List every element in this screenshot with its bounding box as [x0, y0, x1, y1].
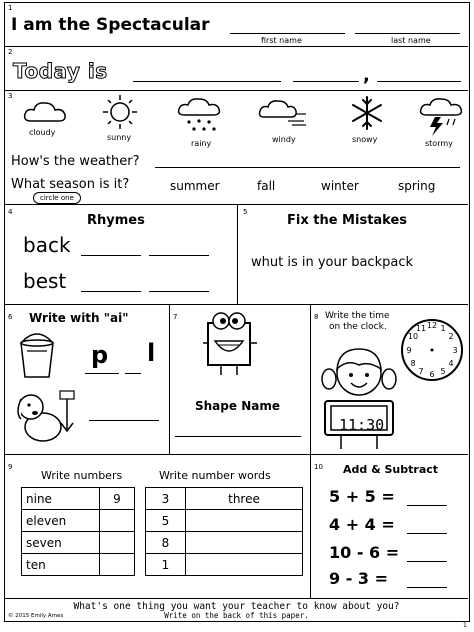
letter-l: l: [147, 339, 156, 367]
number-answer[interactable]: 9: [100, 488, 135, 510]
today-title: Today is: [13, 59, 108, 83]
circle-one-badge: circle one: [33, 192, 81, 204]
svg-text:12: 12: [426, 321, 438, 330]
write-numbers-title: Write numbers: [41, 469, 123, 482]
numeral: 8: [146, 532, 186, 554]
divider: [169, 305, 170, 455]
shape-answer-line[interactable]: [175, 436, 301, 437]
ai-answer-line[interactable]: [125, 373, 141, 374]
number-word: eleven: [22, 510, 100, 532]
season-winter[interactable]: winter: [321, 179, 359, 193]
rain-cloud-icon[interactable]: [177, 97, 223, 137]
section-date: [5, 47, 468, 91]
numeral: 5: [146, 510, 186, 532]
page-title: I am the Spectacular: [11, 15, 210, 35]
season-summer[interactable]: summer: [170, 179, 220, 193]
dog-icon: [13, 389, 77, 445]
weather-label-cloudy: cloudy: [29, 128, 56, 137]
number-word-answer[interactable]: [186, 554, 303, 576]
table-row: [146, 488, 303, 510]
rhyme-answer-line[interactable]: [149, 255, 209, 256]
weather-label-stormy: stormy: [425, 139, 453, 148]
ai-answer-line[interactable]: [85, 373, 119, 374]
math-problem: 5 + 5 =: [329, 487, 395, 506]
add-subtract-title: Add & Subtract: [343, 463, 439, 476]
first-name-label: first name: [261, 36, 302, 45]
footer-question: What's one thing you want your teacher to know about you?: [73, 601, 400, 612]
table-row: [22, 488, 135, 510]
girl-with-clock-icon: [317, 339, 401, 451]
rhyme-word-back: back: [23, 233, 71, 257]
section-number: 1: [8, 4, 13, 12]
section-number: 10: [314, 463, 323, 471]
number-word-answer[interactable]: [186, 510, 303, 532]
section-weather: [5, 91, 468, 205]
table-row: [146, 554, 303, 576]
day-line[interactable]: [133, 81, 281, 82]
square-character-icon: [201, 309, 259, 377]
shape-name-label: Shape Name: [195, 399, 280, 413]
number-answer[interactable]: [100, 554, 135, 576]
clock-face-icon[interactable]: [399, 317, 465, 383]
svg-text:4: 4: [448, 359, 454, 368]
svg-text:1: 1: [440, 324, 446, 333]
season-question: What season is it?: [11, 177, 130, 192]
table-row: [146, 510, 303, 532]
letter-p: p: [91, 341, 109, 369]
date-comma: ,: [363, 65, 370, 86]
section-number: 2: [8, 48, 13, 56]
section-row-6-8: [5, 305, 468, 455]
write-number-words-title: Write number words: [159, 469, 271, 482]
copyright: © 2015 Emily Ames: [8, 613, 64, 619]
write-ai-title: Write with "ai": [29, 311, 129, 325]
section-number: 3: [8, 92, 13, 100]
svg-text:6: 6: [429, 370, 435, 379]
math-problem: 4 + 4 =: [329, 515, 395, 534]
weather-label-snowy: snowy: [352, 135, 378, 144]
rhyme-answer-line[interactable]: [149, 291, 209, 292]
svg-text:8: 8: [410, 359, 416, 368]
rhymes-title: Rhymes: [87, 213, 145, 228]
section-row-4-5: [5, 205, 468, 305]
digital-clock-time: 11:30: [339, 416, 385, 434]
math-answer-line[interactable]: [407, 587, 447, 588]
section-number: 4: [8, 208, 13, 216]
month-line[interactable]: [293, 81, 359, 82]
mistake-sentence: whut is in your backpack: [251, 255, 413, 270]
section-number: 5: [243, 208, 248, 216]
numbers-table: [21, 487, 135, 576]
time-instruction: on the clock.: [329, 322, 387, 332]
numeral: 1: [146, 554, 186, 576]
fix-mistakes-title: Fix the Mistakes: [287, 213, 408, 228]
storm-cloud-icon[interactable]: [419, 97, 463, 137]
section-number: 8: [314, 313, 319, 321]
weather-label-windy: windy: [272, 135, 296, 144]
section-number: 9: [8, 463, 13, 471]
numeral: 3: [146, 488, 186, 510]
number-word: seven: [22, 532, 100, 554]
number-word: ten: [22, 554, 100, 576]
number-word-answer[interactable]: three: [186, 488, 303, 510]
table-row: [146, 532, 303, 554]
weather-answer-line[interactable]: [155, 167, 460, 168]
section-name: [5, 3, 468, 47]
rhyme-word-best: best: [23, 269, 67, 293]
svg-text:11: 11: [415, 324, 427, 333]
year-line[interactable]: [377, 81, 461, 82]
svg-text:9: 9: [406, 346, 412, 355]
svg-text:3: 3: [452, 346, 458, 355]
section-number: 6: [8, 313, 13, 321]
svg-text:5: 5: [440, 367, 446, 376]
number-answer[interactable]: [100, 532, 135, 554]
sun-icon[interactable]: [102, 94, 138, 130]
last-name-line[interactable]: [355, 33, 460, 34]
season-spring[interactable]: spring: [398, 179, 436, 193]
svg-text:2: 2: [448, 332, 454, 341]
math-answer-line[interactable]: [407, 533, 447, 534]
svg-text:10: 10: [407, 332, 419, 341]
ai-answer-line[interactable]: [89, 420, 159, 421]
math-problem: 10 - 6 =: [329, 543, 400, 562]
number-answer[interactable]: [100, 510, 135, 532]
season-fall[interactable]: fall: [257, 179, 276, 193]
weather-label-rainy: rainy: [191, 139, 212, 148]
section-number: 7: [173, 313, 178, 321]
last-name-label: last name: [391, 36, 431, 45]
page-number: 1: [463, 622, 467, 629]
snowflake-icon[interactable]: [349, 95, 385, 131]
divider: [310, 305, 311, 455]
rhyme-answer-line[interactable]: [81, 255, 141, 256]
number-words-table: [145, 487, 303, 576]
table-row: [22, 554, 135, 576]
pail-icon: [13, 331, 61, 379]
time-instruction: Write the time: [325, 311, 390, 321]
number-word-answer[interactable]: [186, 532, 303, 554]
footer: [5, 599, 468, 621]
worksheet: [4, 2, 470, 622]
rhyme-answer-line[interactable]: [81, 291, 141, 292]
section-row-9-10: [5, 455, 468, 599]
number-word: nine: [22, 488, 100, 510]
footer-note: Write on the back of this paper.: [164, 611, 309, 620]
cloud-icon[interactable]: [23, 99, 67, 125]
divider: [310, 455, 311, 599]
math-answer-line[interactable]: [407, 505, 447, 506]
wind-icon[interactable]: [258, 97, 308, 129]
table-row: [22, 532, 135, 554]
first-name-line[interactable]: [230, 33, 345, 34]
divider: [237, 205, 238, 305]
weather-question: How's the weather?: [11, 154, 140, 169]
table-row: [22, 510, 135, 532]
math-problem: 9 - 3 =: [329, 569, 389, 588]
weather-label-sunny: sunny: [107, 133, 132, 142]
math-answer-line[interactable]: [407, 561, 447, 562]
svg-text:7: 7: [418, 367, 424, 376]
